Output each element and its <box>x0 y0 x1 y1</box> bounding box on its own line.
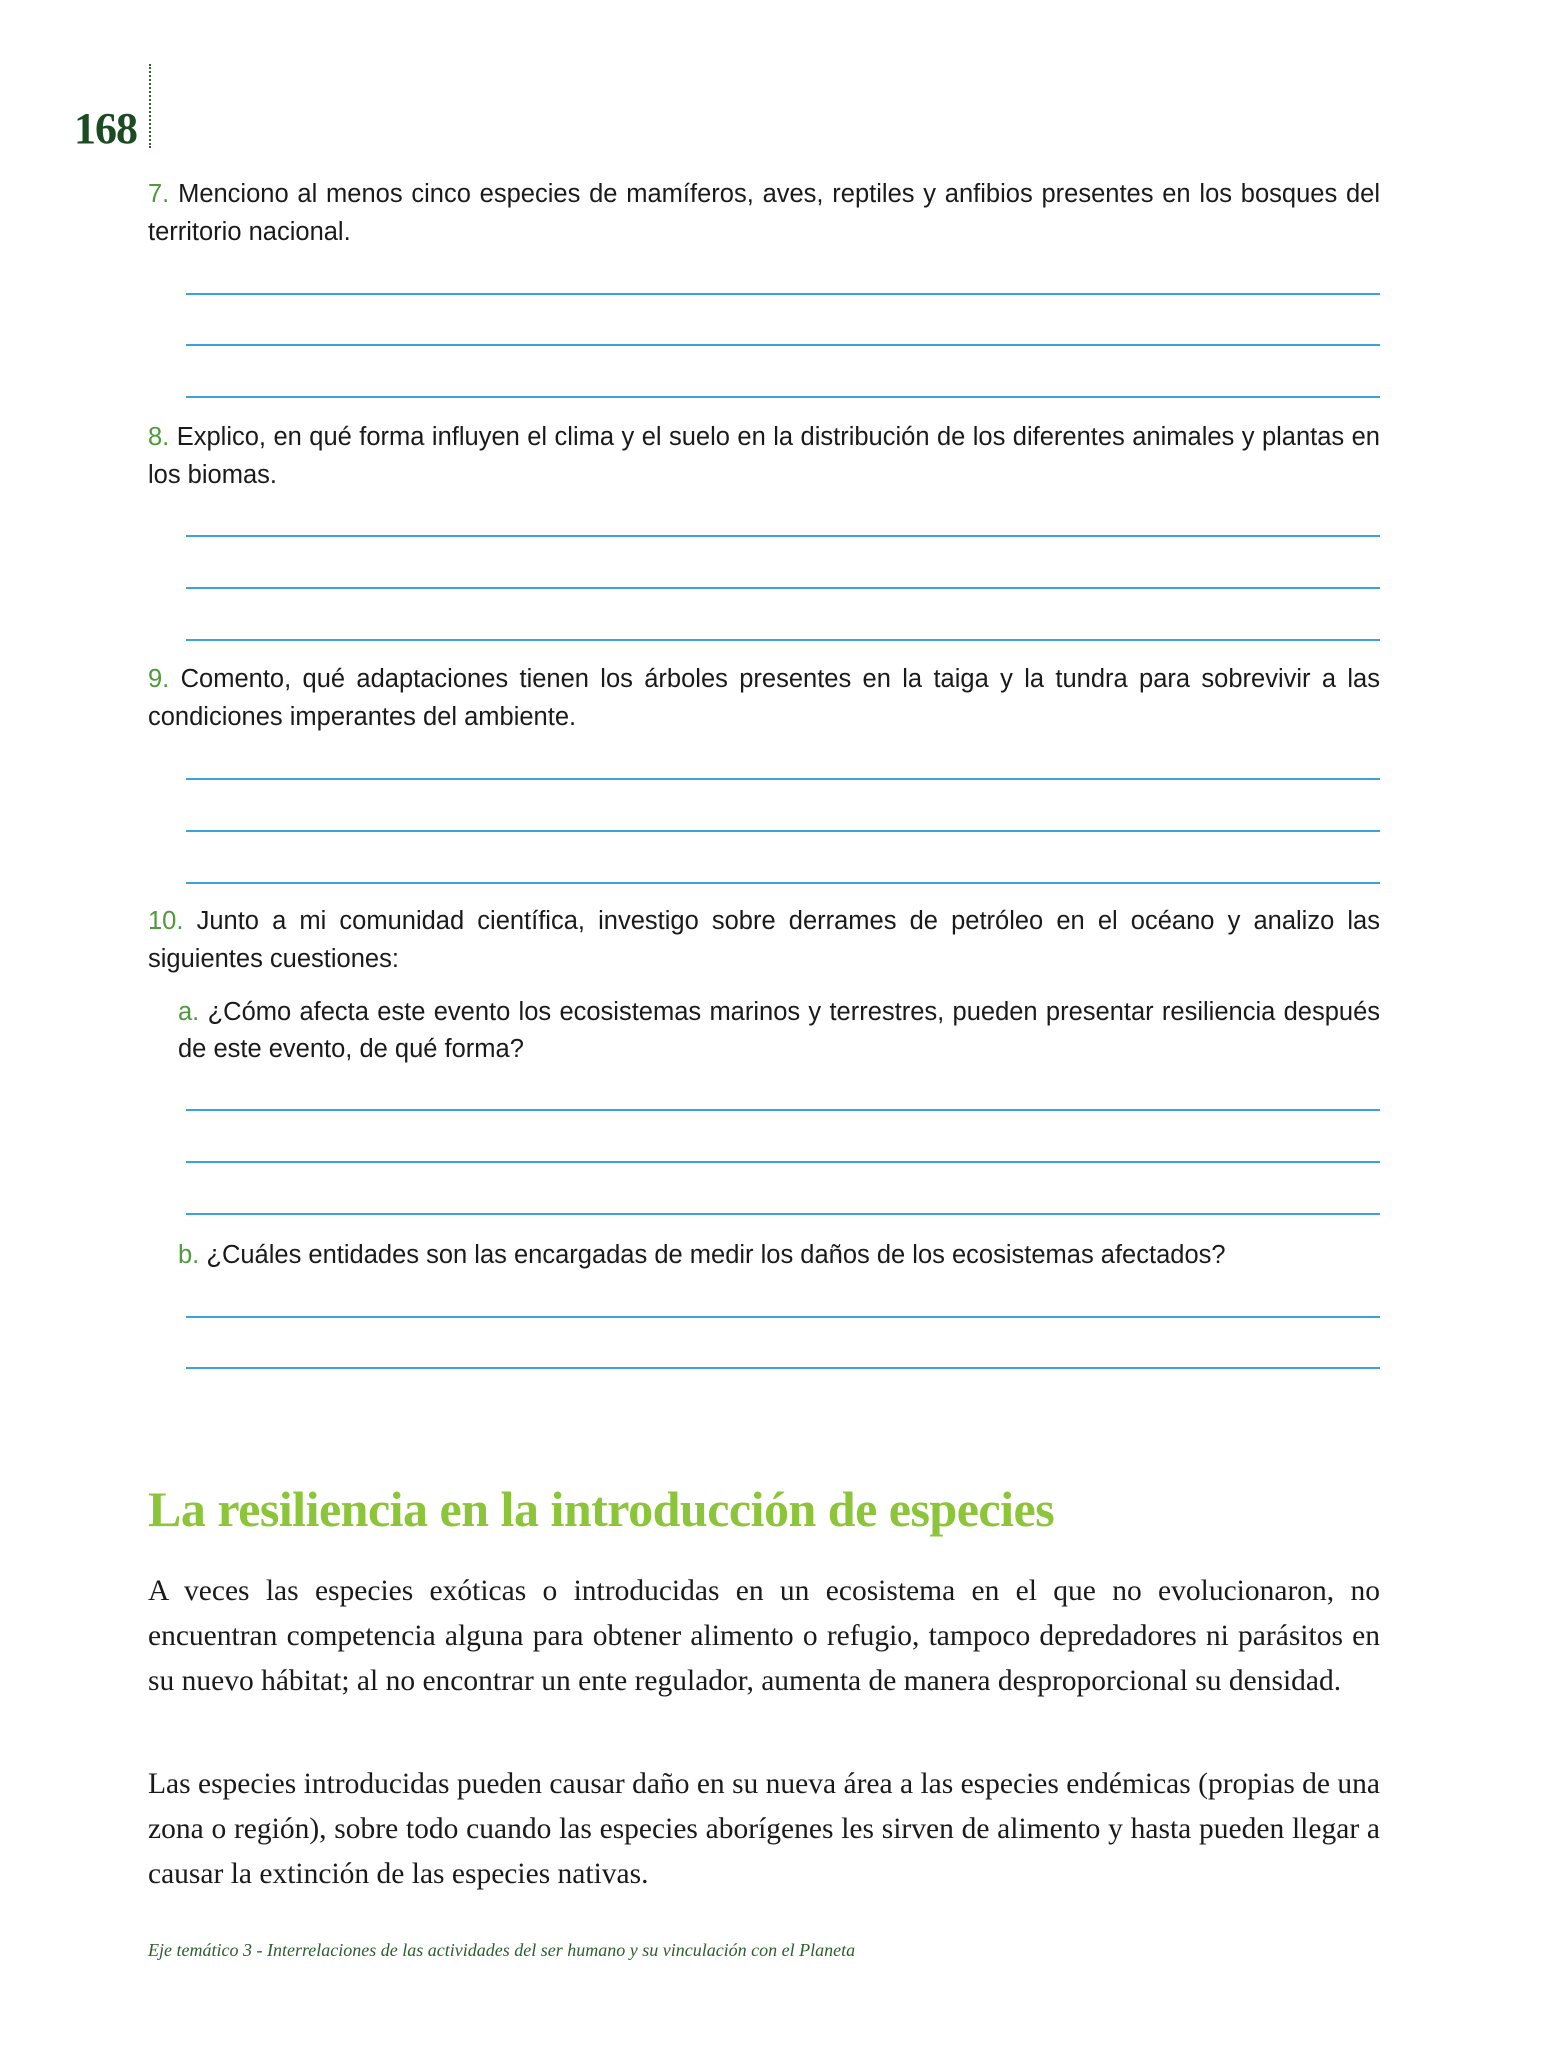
section-heading: La resiliencia en la introducción de especies <box>148 1481 1055 1537</box>
page-number-divider <box>149 64 151 148</box>
question-8 <box>148 419 1380 494</box>
answer-line[interactable] <box>186 535 1380 537</box>
question-10a <box>178 994 1380 1068</box>
question-text: Comento, qué adaptaciones tienen los árboles presentes en la taiga y la tundra para sobrevivir a las condiciones imperantes del ambiente. <box>148 665 1380 731</box>
running-footer: Eje temático 3 - Interrelaciones de las actividades del ser humano y su vinculación con el Planeta <box>148 1940 856 1960</box>
body-paragraph: A veces las especies exóticas o introducidas en un ecosistema en el que no evolucionaron, no encuentran competencia alguna para obtener alimento o refugio, tampoco depredadores ni parásitos en su nuevo hábitat; al no encontrar un ente regulador, aumenta de manera desproporcional su densidad. <box>148 1575 1380 1697</box>
question-text: Junto a mi comunidad científica, investigo sobre derrames de petróleo en el océano y analizo las siguientes cuestiones: <box>148 907 1380 973</box>
question-number: 10. <box>148 907 184 935</box>
answer-line[interactable] <box>186 1316 1380 1318</box>
answer-line[interactable] <box>186 293 1380 295</box>
answer-line[interactable] <box>186 639 1380 641</box>
question-number: 7. <box>148 180 170 208</box>
answer-line[interactable] <box>186 778 1380 780</box>
subquestion-letter: b. <box>178 1241 200 1269</box>
answer-line[interactable] <box>186 1109 1380 1111</box>
answer-line[interactable] <box>186 830 1380 832</box>
answer-line[interactable] <box>186 1367 1380 1369</box>
answer-line[interactable] <box>186 587 1380 589</box>
question-number: 9. <box>148 665 170 693</box>
question-7 <box>148 176 1380 251</box>
answer-line[interactable] <box>186 1161 1380 1163</box>
answer-line[interactable] <box>186 396 1380 398</box>
subquestion-text: ¿Cuáles entidades son las encargadas de medir los daños de los ecosistemas afectados? <box>206 1241 1226 1269</box>
answer-line[interactable] <box>186 1213 1380 1215</box>
page-number: 168 <box>74 104 137 153</box>
subquestion-text: ¿Cómo afecta este evento los ecosistemas marinos y terrestres, pueden presentar resiliencia después de este evento, de qué forma? <box>178 998 1380 1063</box>
question-9 <box>148 661 1380 736</box>
question-10b <box>178 1237 1380 1274</box>
answer-line[interactable] <box>186 882 1380 884</box>
body-paragraph: Las especies introducidas pueden causar daño en su nueva área a las especies endémicas (propias de una zona o región), sobre todo cuando las especies aborígenes les sirven de alimento y hasta pueden llegar a causar la extinción de las especies nativas. <box>148 1768 1380 1890</box>
question-text: Menciono al menos cinco especies de mamíferos, aves, reptiles y anfibios presentes en los bosques del territorio nacional. <box>148 180 1380 246</box>
question-text: Explico, en qué forma influyen el clima y el suelo en la distribución de los diferentes animales y plantas en los biomas. <box>148 423 1380 489</box>
question-number: 8. <box>148 423 170 451</box>
answer-line[interactable] <box>186 344 1380 346</box>
question-10 <box>148 903 1380 978</box>
subquestion-letter: a. <box>178 998 200 1026</box>
